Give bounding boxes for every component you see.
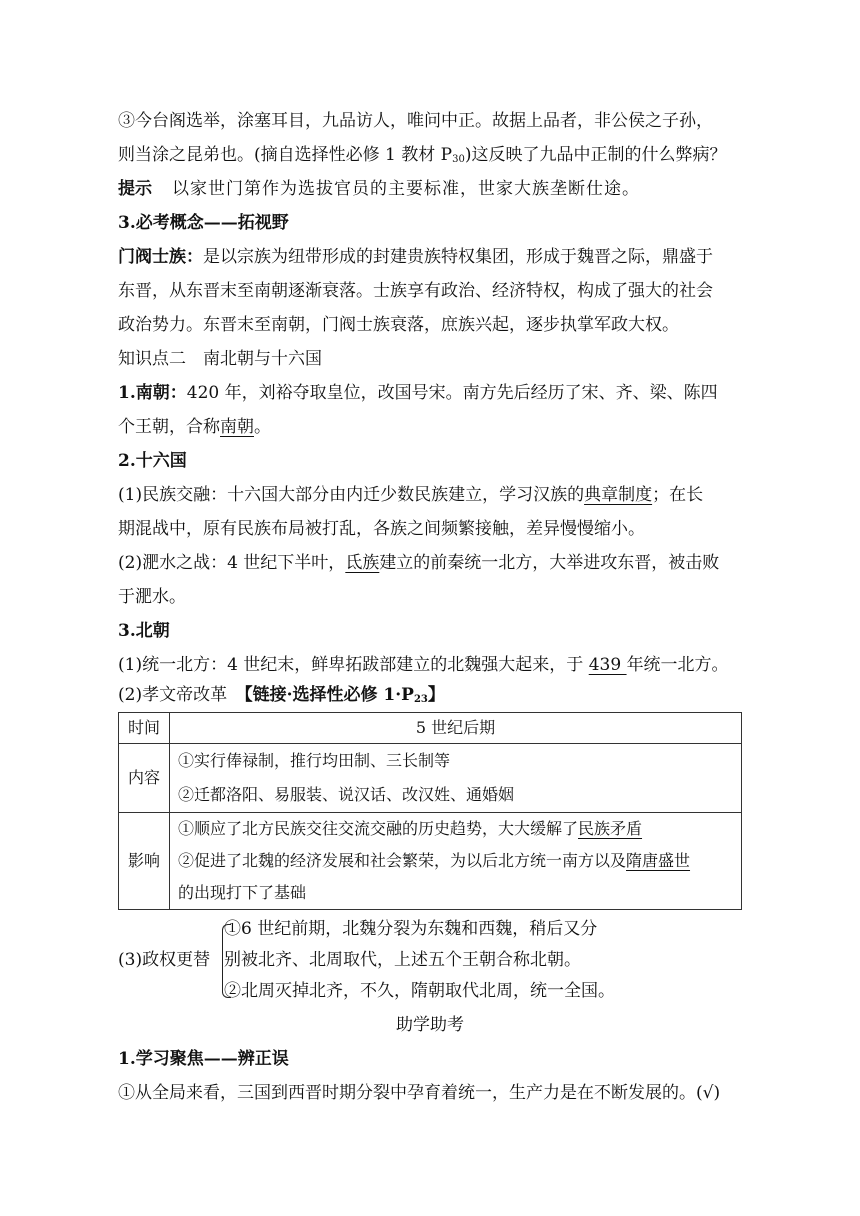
reform-link-text: 【链接·选择性必修 1·P	[244, 685, 414, 705]
quote-text: 则当涂之昆弟也。(摘自选择性必修 1 教材 P	[118, 145, 453, 165]
sixteen-b-tail: 建立的前秦统一北方，大举进攻东晋，被击败	[379, 553, 720, 573]
page-subscript: 30	[452, 154, 465, 165]
south-line-2	[118, 410, 271, 444]
south-text-2: 个王朝，合称	[118, 417, 220, 437]
sixteen-a-tail: ；在长	[652, 485, 704, 505]
concept-text: 是以宗族为纽带形成的封建贵族特权集团，形成于魏晋之际，鼎盛于	[203, 247, 713, 267]
sixteen-a-answer: 典章制度	[584, 485, 653, 505]
sixteen-b-answer: 氐族	[345, 553, 380, 573]
quote-question: )这反映了九品中正制的什么弊病？	[464, 145, 727, 165]
sixteen-a-line-2: 期混战中，原有民族布局被打乱，各族之间频繁接触，差异慢慢缩小。	[118, 519, 645, 539]
reform-link-subscript: 23	[413, 694, 428, 705]
north-c-answer: 439	[588, 655, 627, 675]
reform-table	[118, 712, 742, 910]
north-heading: 3.北朝	[118, 621, 170, 641]
south-answer: 南朝	[220, 417, 254, 437]
regime-label: (3)政权更替	[118, 950, 211, 970]
regime-line-2: 别被北齐、北周取代，上述五个王朝合称北朝。	[224, 950, 581, 970]
regime-line-3: ②北周灭掉北齐，不久，隋朝取代北周，统一全国。	[224, 981, 615, 1001]
sixteen-a-text: (1)民族交融：十六国大部分由内迁少数民族建立，学习汉族的	[118, 485, 585, 505]
concept-line-2: 东晋，从东晋末至南朝逐渐衰落。士族享有政治、经济特权，构成了强大的社会	[118, 281, 713, 301]
south-text: 420 年，刘裕夺取皇位，改国号宋。南方先后经历了宋、齐、梁、陈四	[186, 383, 718, 403]
impact-answer-2: 隋唐盛世	[626, 851, 691, 870]
help-heading: 1.学习聚焦——辨正误	[118, 1049, 289, 1069]
tip-label: 提示	[118, 179, 152, 199]
concept-line-3: 政治势力。东晋末至南朝，门阀士族衰落，庶族兴起，逐步执掌军政大权。	[118, 315, 679, 335]
south-end: 。	[254, 417, 271, 437]
table-row	[119, 713, 742, 744]
tip-text: 以家世门第作为选拔官员的主要标准，世家大族垄断仕途。	[172, 179, 640, 199]
impact-text-1: ①顺应了北方民族交往交流交融的历史趋势，大大缓解了	[178, 819, 579, 838]
south-line-1	[118, 376, 718, 410]
regime-line-1: ①6 世纪前期，北魏分裂为东魏和西魏，稍后又分	[224, 919, 598, 939]
time-label: 时间	[119, 713, 170, 744]
reform-link-end: 】	[427, 685, 445, 705]
concept-term: 门阀士族：	[118, 247, 203, 267]
content-item-1: ①实行俸禄制，推行均田制、三长制等	[178, 751, 451, 770]
content-label: 内容	[119, 744, 170, 813]
reform-link	[244, 685, 445, 705]
impact-cell	[170, 813, 742, 910]
table-row	[119, 744, 742, 813]
impact-text-2: ②促进了北魏的经济发展和社会繁荣，为以后北方统一南方以及	[178, 851, 627, 870]
quote-line-1: ③今台阁选举，涂塞耳目，九品访人，唯问中正。故据上品者，非公侯之子孙，	[118, 111, 713, 131]
impact-item-1	[178, 813, 733, 845]
impact-item-3: 的出现打下了基础	[178, 883, 307, 902]
sixteen-b-text: (2)淝水之战：4 世纪下半叶，	[118, 553, 346, 573]
help-title: 助学助考	[396, 1015, 464, 1035]
sixteen-b-line-1	[118, 546, 719, 580]
impact-answer-1: 民族矛盾	[578, 819, 643, 838]
north-c-line-1	[118, 648, 729, 682]
section-3-heading: 3.必考概念——拓视野	[118, 213, 289, 233]
time-value: 5 世纪后期	[170, 713, 742, 744]
sixteen-b-line-2: 于淝水。	[118, 587, 186, 607]
reform-label: (2)孝文帝改革	[118, 685, 245, 705]
sixteen-heading: 2.十六国	[118, 451, 187, 471]
north-c-tail: 年统一北方。	[626, 655, 729, 675]
content-cell	[170, 744, 742, 813]
north-c-text: (1)统一北方：4 世纪末，鲜卑拓跋部建立的北魏强大起来，于	[118, 655, 589, 675]
content-item-2: ②迁都洛阳、易服装、说汉话、改汉姓、通婚姻	[178, 785, 515, 804]
sixteen-a-line-1	[118, 478, 703, 512]
concept-line-1	[118, 240, 713, 274]
table-row	[119, 813, 742, 910]
help-question-1: ①从全局来看，三国到西晋时期分裂中孕育着统一，生产力是在不断发展的。(√)	[118, 1083, 721, 1103]
impact-label: 影响	[119, 813, 170, 910]
impact-item-2	[178, 845, 733, 877]
knowledge-point-heading: 知识点二 南北朝与十六国	[118, 349, 322, 369]
tip-line	[118, 172, 640, 206]
south-label: 1.南朝：	[118, 383, 187, 403]
